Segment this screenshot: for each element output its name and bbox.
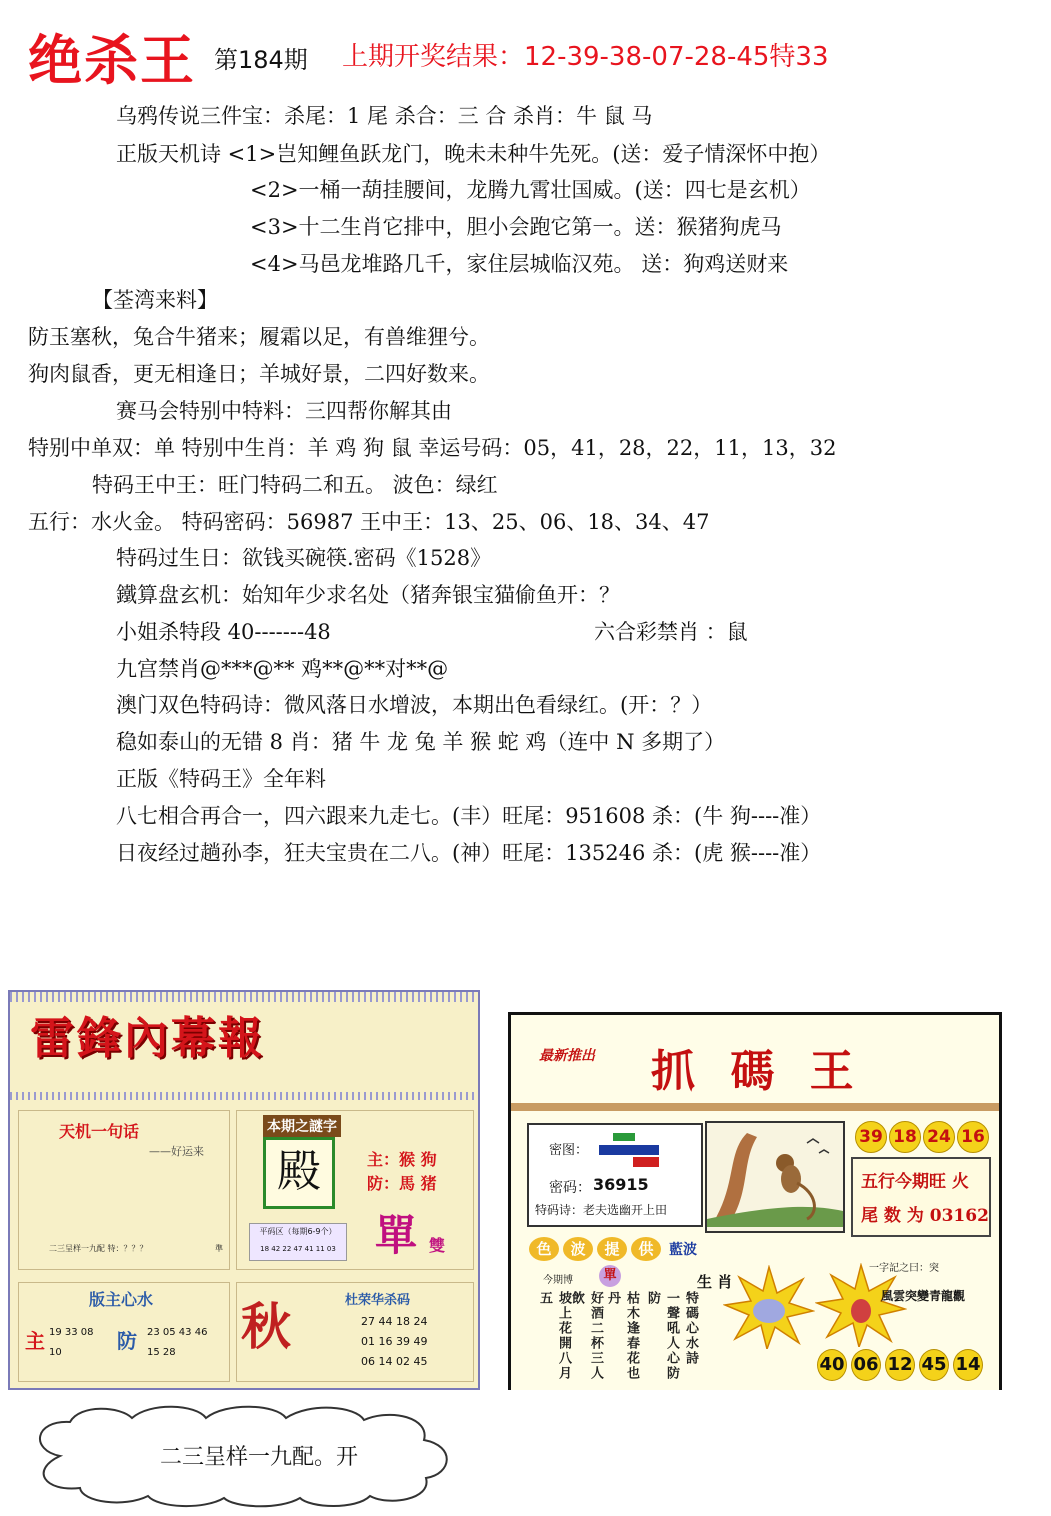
kill-code-box	[236, 1282, 474, 1382]
flat-code-numbers: 18 42 22 47 41 11 03	[260, 1245, 336, 1253]
text-line: 狗肉鼠香，更无相逢日；羊城好景，二四好数来。	[28, 362, 490, 386]
text-line: 稳如泰山的无错 8 肖：猪 牛 龙 兔 羊 猴 蛇 鸡（连中 N 多期了）	[116, 730, 726, 754]
color-bubble: 色	[529, 1237, 559, 1261]
poem-column: 坡上花開八月五	[537, 1291, 571, 1381]
number-ball: 06	[851, 1349, 881, 1381]
text-line: 正版《特码王》全年料	[116, 767, 326, 791]
box-title: 本期之謎字	[263, 1115, 341, 1137]
monkey-illustration	[705, 1121, 845, 1233]
poem-column: 枯木逢春花也丹	[605, 1291, 639, 1381]
main-label: 主	[25, 1329, 45, 1353]
section-heading: 【荃湾来料】	[92, 288, 218, 312]
number-ball: 40	[817, 1349, 847, 1381]
guard-numbers: 23 05 43 46 15 28	[147, 1327, 208, 1358]
saying-text: 風雲突變青龍觀	[881, 1289, 966, 1303]
number-ball: 16	[957, 1121, 989, 1153]
number-ball: 12	[885, 1349, 915, 1381]
text-line: 特码过生日：欲钱买碗筷.密码《1528》	[116, 546, 492, 570]
wuxing-text: 五行今期旺 火	[861, 1172, 969, 1192]
box-title: 天机一句话	[59, 1122, 140, 1141]
kill-code-row: 27 44 18 24	[361, 1315, 428, 1328]
text-line: 五行：水火金。 特码密码：56987 王中王：13、25、06、18、34、47	[28, 510, 710, 534]
weishu-text: 尾 数 为 03162	[861, 1206, 989, 1226]
box-subtitle: ——好运来	[149, 1145, 204, 1158]
box-note: 二三呈样一九配 特：？？？	[49, 1244, 148, 1253]
poem-column: 一聲吼人心防防	[645, 1291, 679, 1381]
text-line: 九宫禁肖@***@** 鸡**@**对**@	[116, 657, 449, 681]
burst-elephant-icon	[723, 1265, 815, 1349]
poem-label: 特码诗：老夫选幽开上田	[535, 1203, 668, 1217]
page-title: 绝杀王	[28, 28, 196, 92]
wuxing-box	[851, 1157, 991, 1237]
jinqi-label: 今期博	[543, 1275, 573, 1286]
decorative-band	[511, 1103, 999, 1111]
mima-label: 密码：	[549, 1180, 591, 1196]
mitu-label: 密图：	[549, 1143, 589, 1158]
logo-graphic	[599, 1133, 663, 1167]
password-box	[527, 1123, 703, 1227]
text-line: <3>十二生肖它排中，胆小会跑它第一。送：猴猪狗虎马	[250, 215, 782, 239]
one-word-label: 一字記之曰：突	[869, 1263, 939, 1274]
text-line: 赛马会特别中特料：三四帮你解其由	[116, 399, 452, 423]
box-title: 版主心水	[89, 1290, 154, 1309]
one-sentence-box	[18, 1110, 230, 1270]
color-bubble: 供	[631, 1237, 661, 1261]
number-ball: 18	[889, 1121, 921, 1153]
issue-number: 第184期	[214, 46, 308, 74]
number-ball: 24	[923, 1121, 955, 1153]
flat-code-area	[249, 1223, 347, 1261]
last-result: 上期开奖结果：12-39-38-07-28-45特33	[342, 42, 829, 72]
text-line: <2>一桶一葫挂腰间，龙腾九霄壮国威。(送：四七是玄机）	[250, 178, 811, 202]
new-release-tag: 最新推出	[539, 1048, 595, 1064]
text-line: 日夜经过趟孙李，狂夫宝贵在二八。(神）旺尾：135246 杀：(虎 猴----准）	[116, 841, 822, 865]
text-line: 小姐杀特段 40-------48	[116, 620, 331, 644]
double-badge: 雙	[429, 1236, 446, 1255]
text-line: 特码王中王：旺门特码二和五。 波色：绿红	[92, 473, 498, 497]
color-bubble: 波	[563, 1237, 593, 1261]
text-line: <4>马邑龙堆路几千，家住层城临汉苑。 送：狗鸡送财来	[250, 252, 789, 276]
text-line: 鐵算盘玄机：始知年少求名处（猪奔银宝猫偷鱼开：？	[116, 583, 620, 607]
decorative-border	[10, 1092, 478, 1100]
autumn-character: 秋	[241, 1297, 291, 1356]
text-line: 六合彩禁肖 ：鼠	[594, 620, 748, 644]
box-note: 準	[215, 1244, 223, 1253]
number-ball: 45	[919, 1349, 949, 1381]
guard-zodiac: 防：馬 猪	[367, 1174, 437, 1193]
text-line: 八七相合再合一，四六跟来九走七。(丰）旺尾：951608 杀：(牛 狗----准）	[116, 804, 822, 828]
decorative-border	[10, 992, 478, 1002]
poem-column: 特碼心水詩	[683, 1291, 698, 1366]
riddle-character: 殿	[263, 1137, 335, 1209]
single-badge: 單	[375, 1211, 418, 1260]
text-line: 正版天机诗 <1>岂知鲤鱼跃龙门，晚未未种牛先死。(送：爱子情深怀中抱）	[116, 142, 831, 166]
newspaper-title: 雷鋒內幕報	[30, 1013, 265, 1064]
number-ball: 39	[855, 1121, 887, 1153]
riddle-box	[236, 1110, 474, 1270]
mima-value: 36915	[593, 1175, 649, 1194]
text-line: 澳门双色特码诗：微风落日水增波，本期出色看绿红。(开：？）	[116, 693, 713, 717]
wave-color: 藍波	[669, 1242, 697, 1258]
kill-code-row: 06 14 02 45	[361, 1355, 428, 1368]
main-zodiac: 主：猴 狗	[367, 1150, 437, 1169]
guard-label: 防	[117, 1329, 137, 1353]
box-title: 杜荣华杀码	[345, 1293, 411, 1308]
single-badge: 單	[599, 1265, 621, 1287]
number-ball: 14	[953, 1349, 983, 1381]
text-line: 特别中单双：单 特别中生肖：羊 鸡 狗 鼠 幸运号码：05，41，28，22，11，13，32	[28, 436, 837, 460]
main-numbers: 19 33 08 10	[49, 1327, 94, 1358]
burst-rabbit-icon	[815, 1263, 907, 1347]
poem-column: 好酒二杯三人飲	[569, 1291, 603, 1381]
text-line: 防玉塞秋，兔合牛猪来；履霜以足，有兽维狸兮。	[28, 325, 490, 349]
zhuamawang-newspaper	[508, 1012, 1002, 1390]
cloud-text: 二三呈样一九配。开	[160, 1445, 359, 1470]
newspaper-title: 抓 碼 王	[651, 1046, 864, 1097]
flat-code-label: 平码区（每期6-9个）	[259, 1227, 337, 1236]
text-line: 乌鸦传说三件宝：杀尾：1 尾 杀合：三 合 杀肖：牛 鼠 马	[116, 104, 653, 128]
color-bubble: 提	[597, 1237, 627, 1261]
editor-pick-box	[18, 1282, 230, 1382]
leifeng-newspaper	[8, 990, 480, 1390]
kill-code-row: 01 16 39 49	[361, 1335, 428, 1348]
zodiac-label: 生 肖	[697, 1273, 733, 1291]
